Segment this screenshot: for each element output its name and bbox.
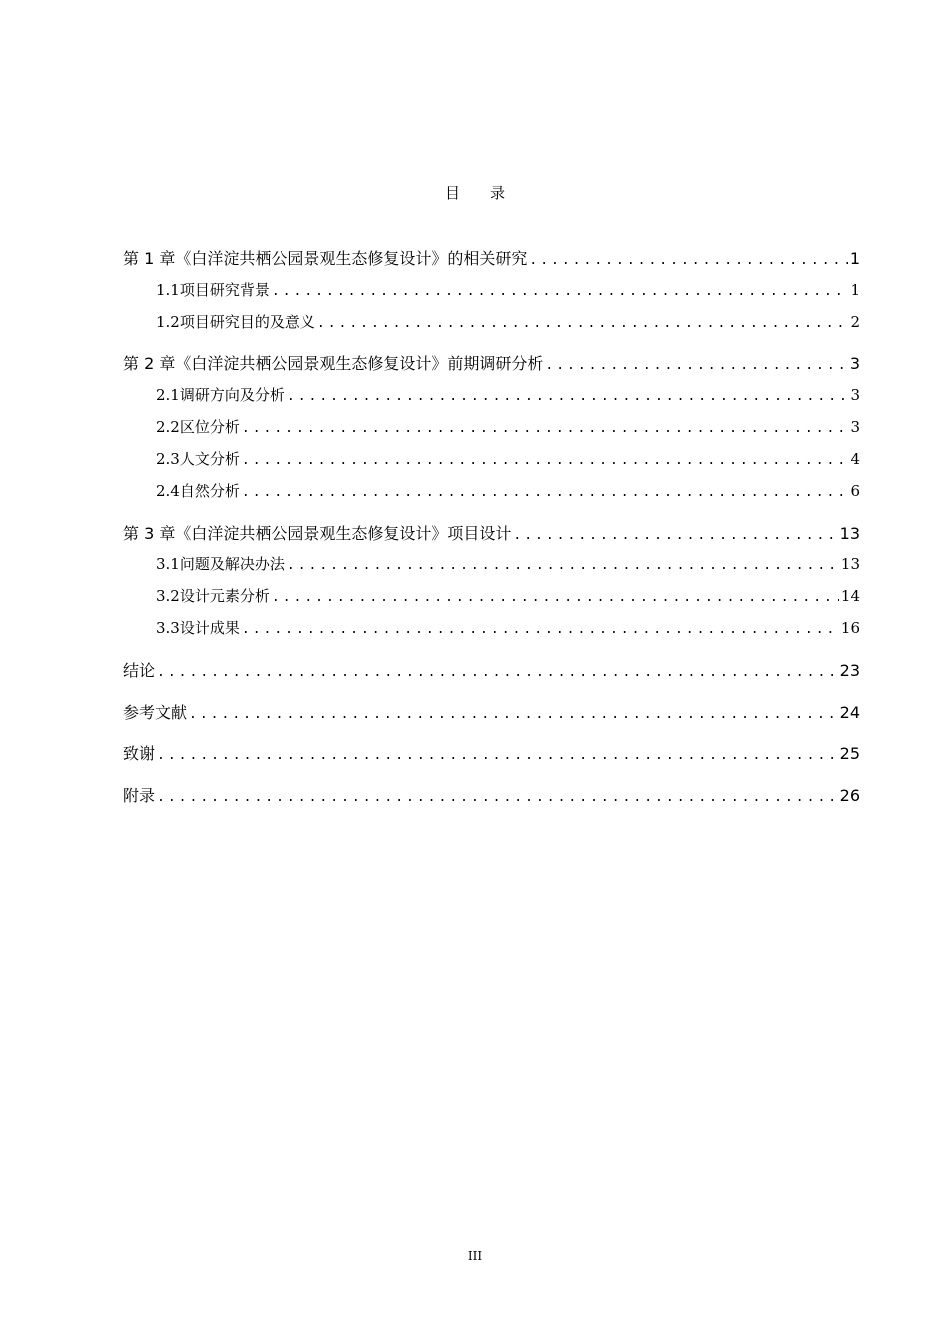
toc-references[interactable]	[123, 700, 860, 726]
toc-page-number: 23	[839, 661, 860, 680]
toc-leader-dots	[242, 453, 849, 468]
toc-chapter-number: 第 1 章	[123, 249, 176, 268]
toc-section-title: 调研方向及分析	[179, 386, 285, 404]
toc-section-number: 1.2	[156, 313, 180, 331]
toc-entry-title: 附录	[123, 786, 156, 805]
page-title	[0, 182, 950, 203]
toc-leader-dots	[189, 707, 838, 722]
toc-page-number: 1	[850, 281, 860, 299]
toc-leader-dots	[513, 528, 837, 543]
toc-page-number: 3	[849, 354, 860, 373]
toc-chapter-2[interactable]	[123, 351, 860, 377]
toc-entry-title: 参考文献	[123, 703, 188, 722]
toc-section-title: 项目研究目的及意义	[179, 313, 315, 331]
toc-section-2-3[interactable]	[123, 448, 860, 474]
toc-chapter-3[interactable]	[123, 521, 860, 547]
toc-leader-dots	[545, 358, 847, 373]
toc-page-number: 25	[839, 744, 860, 763]
toc-leader-dots	[157, 790, 838, 805]
toc-page-number: 3	[850, 418, 860, 436]
toc-section-number: 3.1	[156, 555, 180, 573]
toc-section-1-1[interactable]	[123, 279, 860, 305]
toc-section-title: 项目研究背景	[179, 281, 270, 299]
toc-section-1-2[interactable]	[123, 311, 860, 337]
toc-leader-dots	[242, 622, 839, 637]
page-number-footer: III	[467, 1249, 483, 1263]
toc-chapter-title: 《白洋淀共栖公园景观生态修复设计》的相关研究	[175, 249, 528, 268]
title-char-2: 录	[490, 184, 506, 202]
toc-chapter-title: 《白洋淀共栖公园景观生态修复设计》前期调研分析	[175, 354, 544, 373]
toc-section-number: 2.3	[156, 450, 180, 468]
toc-page-number: 16	[840, 619, 860, 637]
toc-section-3-2[interactable]	[123, 585, 860, 611]
toc-page-number: 14	[840, 587, 860, 605]
toc-leader-dots	[287, 389, 849, 404]
toc-entry-title: 结论	[123, 661, 156, 680]
toc-leader-dots	[157, 748, 838, 763]
toc-section-title: 问题及解决办法	[179, 555, 285, 573]
toc-leader-dots	[287, 558, 839, 573]
toc-section-title: 设计成果	[179, 619, 240, 637]
toc-entry-title: 致谢	[123, 744, 156, 763]
toc-section-title: 自然分析	[179, 482, 240, 500]
toc-appendix[interactable]	[123, 783, 860, 809]
toc-leader-dots	[317, 316, 849, 331]
toc-section-title: 人文分析	[179, 450, 240, 468]
toc-page-number: 13	[839, 524, 860, 543]
toc-chapter-number: 第 3 章	[123, 524, 176, 543]
title-char-1: 目	[444, 184, 460, 202]
toc-section-3-3[interactable]	[123, 617, 860, 643]
toc-section-number: 2.4	[156, 482, 180, 500]
toc-page-number: 4	[850, 450, 860, 468]
toc-section-number: 3.3	[156, 619, 180, 637]
toc-page-number: 3	[850, 386, 860, 404]
toc-leader-dots	[272, 284, 849, 299]
toc-page-number: 1	[849, 249, 860, 268]
toc-leader-dots	[529, 253, 847, 268]
toc-leader-dots	[242, 421, 849, 436]
toc-section-number: 2.2	[156, 418, 180, 436]
toc-thanks[interactable]	[123, 741, 860, 767]
toc-chapter-number: 第 2 章	[123, 354, 176, 373]
toc-leader-dots	[272, 590, 839, 605]
toc-chapter-1[interactable]	[123, 246, 860, 272]
toc-page-number: 2	[850, 313, 860, 331]
toc-section-number: 1.1	[156, 281, 180, 299]
toc-section-2-1[interactable]	[123, 384, 860, 410]
toc-conclusion[interactable]	[123, 658, 860, 684]
toc-leader-dots	[157, 665, 838, 680]
toc-section-title: 区位分析	[179, 418, 240, 436]
toc-page-number: 24	[839, 703, 860, 722]
toc-section-title: 设计元素分析	[179, 587, 270, 605]
toc-section-2-4[interactable]	[123, 480, 860, 506]
toc-section-3-1[interactable]	[123, 553, 860, 579]
toc-section-2-2[interactable]	[123, 416, 860, 442]
toc-section-number: 2.1	[156, 386, 180, 404]
toc-page-number: 6	[850, 482, 860, 500]
toc-section-number: 3.2	[156, 587, 180, 605]
toc-page-number: 13	[840, 555, 860, 573]
toc-leader-dots	[242, 485, 849, 500]
toc-chapter-title: 《白洋淀共栖公园景观生态修复设计》项目设计	[175, 524, 512, 543]
toc-page-number: 26	[839, 786, 860, 805]
